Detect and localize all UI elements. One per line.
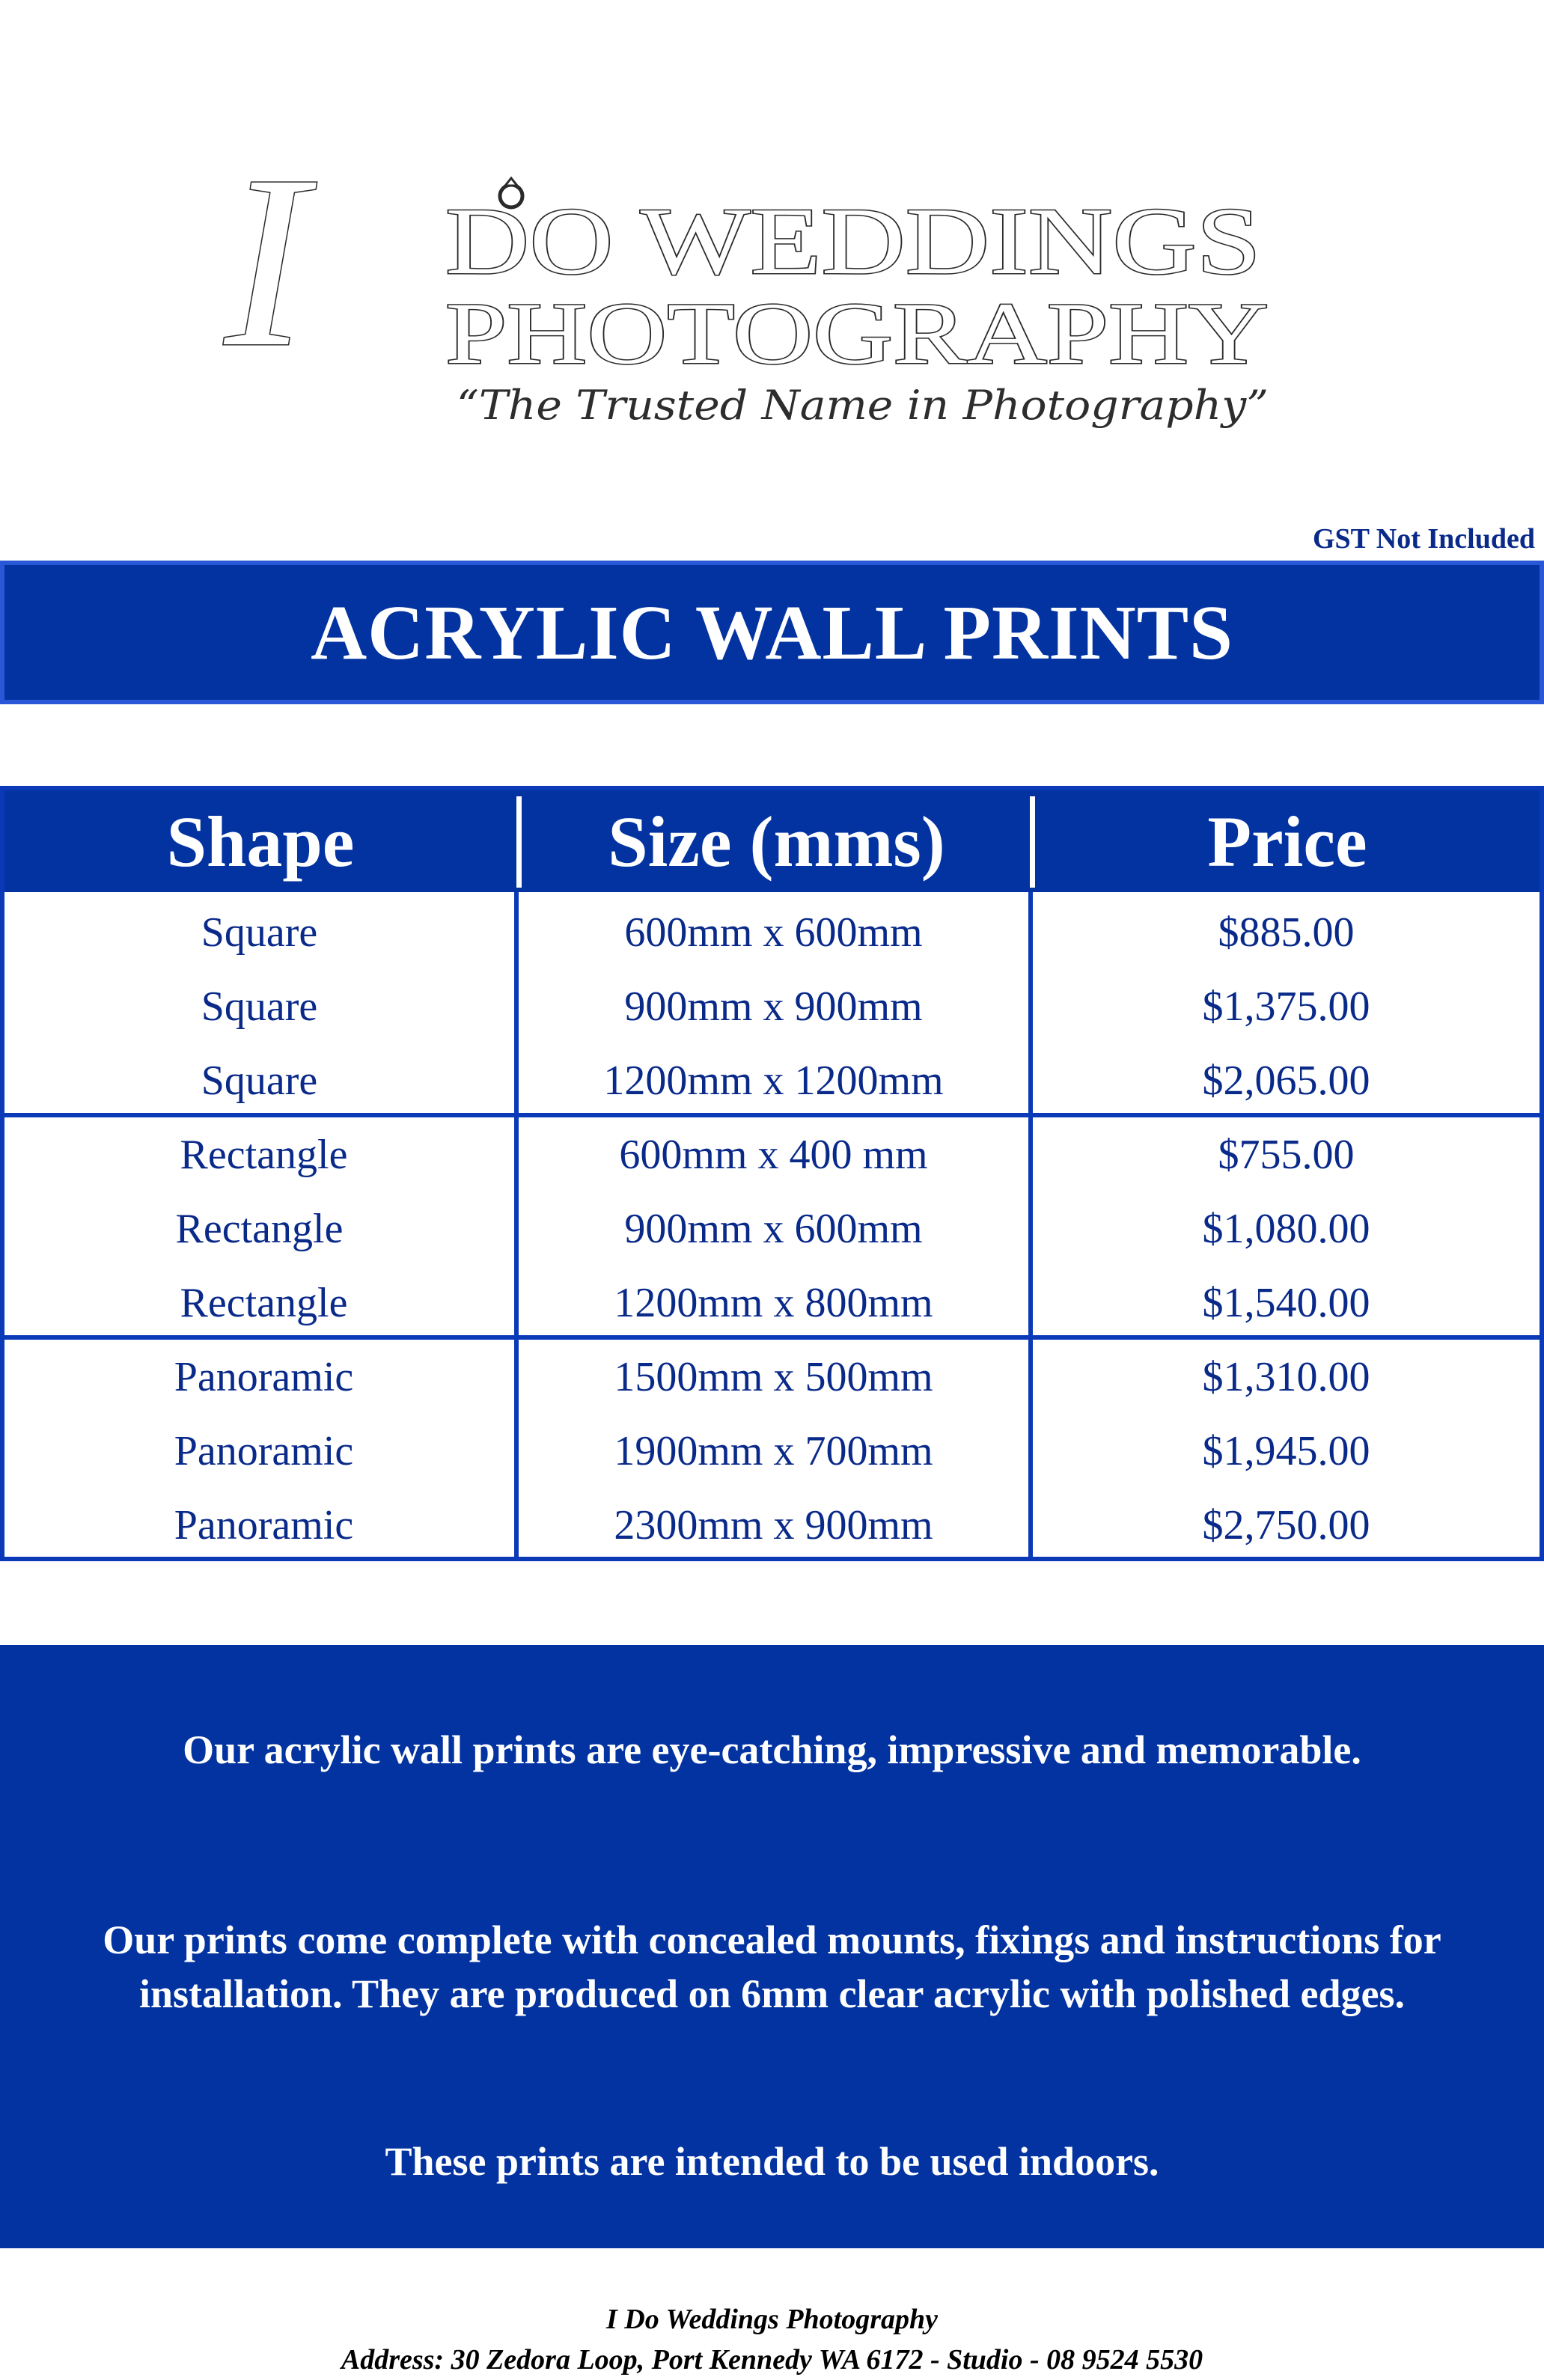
info-line: Our prints come complete with concealed mounts, fixings and instructions for bbox=[103, 1917, 1441, 1962]
table-row bbox=[4, 1043, 1540, 1117]
header-shape: Shape bbox=[166, 801, 355, 882]
logo-initial: I bbox=[225, 125, 307, 398]
logo-line2: PHOTOGRAPHY bbox=[445, 284, 1269, 382]
cell-price: $1,540.00 bbox=[1202, 1279, 1370, 1326]
price-table bbox=[0, 786, 1544, 1561]
table-row bbox=[4, 1414, 1540, 1488]
gst-note: GST Not Included bbox=[1312, 523, 1535, 555]
header-divider bbox=[516, 796, 522, 888]
cell-shape: Panoramic bbox=[174, 1501, 354, 1548]
logo-graphic bbox=[0, 0, 1544, 479]
info-line: installation. They are produced on 6mm clear acrylic with polished edges. bbox=[138, 1971, 1406, 2016]
table-row bbox=[4, 1117, 1540, 1191]
table-row bbox=[4, 1191, 1540, 1266]
cell-size: 1500mm x 500mm bbox=[614, 1353, 933, 1400]
cell-price: $885.00 bbox=[1218, 909, 1355, 956]
footer-address: Address: 30 Zedora Loop, Port Kennedy WA 6172 - Studio - 08 9524 5530 bbox=[341, 2344, 1203, 2376]
header-divider bbox=[1030, 796, 1035, 888]
logo-tagline: “The Trusted Name in Photography” bbox=[457, 382, 1269, 429]
cell-price: $1,375.00 bbox=[1202, 983, 1370, 1030]
cell-price: $2,750.00 bbox=[1202, 1501, 1370, 1548]
cell-price: $2,065.00 bbox=[1202, 1057, 1370, 1104]
cell-shape: Square bbox=[201, 1057, 318, 1104]
info-box bbox=[0, 1645, 1544, 2248]
company-logo bbox=[0, 0, 1544, 479]
title-banner bbox=[0, 561, 1544, 704]
footer bbox=[0, 2299, 1544, 2380]
table-row bbox=[4, 895, 1540, 969]
cell-price: $1,310.00 bbox=[1202, 1353, 1370, 1400]
header-size: Size (mms) bbox=[608, 801, 945, 882]
cell-price: $1,080.00 bbox=[1202, 1205, 1370, 1252]
cell-shape: Panoramic bbox=[174, 1427, 354, 1474]
cell-size: 1200mm x 1200mm bbox=[603, 1057, 944, 1104]
table-row bbox=[4, 1340, 1540, 1414]
info-line: Our acrylic wall prints are eye-catching, impressive and memorable. bbox=[183, 1727, 1361, 1772]
cell-size: 1200mm x 800mm bbox=[614, 1279, 933, 1326]
cell-shape: Rectangle bbox=[180, 1279, 348, 1326]
table-row bbox=[4, 969, 1540, 1043]
info-line: These prints are intended to be used indoors. bbox=[385, 2139, 1159, 2184]
cell-shape: Rectangle bbox=[175, 1205, 344, 1252]
cell-size: 2300mm x 900mm bbox=[614, 1501, 933, 1548]
cell-size: 900mm x 600mm bbox=[624, 1205, 923, 1252]
cell-price: $1,945.00 bbox=[1202, 1427, 1370, 1474]
table-header bbox=[4, 790, 1540, 892]
table-row bbox=[4, 1266, 1540, 1340]
cell-size: 900mm x 900mm bbox=[624, 983, 923, 1030]
cell-size: 1900mm x 700mm bbox=[614, 1427, 933, 1474]
cell-shape: Panoramic bbox=[174, 1353, 354, 1400]
cell-size: 600mm x 400 mm bbox=[619, 1131, 928, 1178]
cell-shape: Square bbox=[201, 983, 318, 1030]
cell-price: $755.00 bbox=[1218, 1131, 1355, 1178]
footer-company-name: I Do Weddings Photography bbox=[605, 2304, 939, 2335]
cell-shape: Square bbox=[201, 909, 318, 956]
header-price: Price bbox=[1207, 801, 1367, 882]
table-row bbox=[4, 1488, 1540, 1562]
cell-shape: Rectangle bbox=[180, 1131, 348, 1178]
logo-line1: DO WEDDINGS bbox=[445, 188, 1261, 294]
page-title: ACRYLIC WALL PRINTS bbox=[311, 589, 1233, 676]
cell-size: 600mm x 600mm bbox=[624, 909, 923, 956]
